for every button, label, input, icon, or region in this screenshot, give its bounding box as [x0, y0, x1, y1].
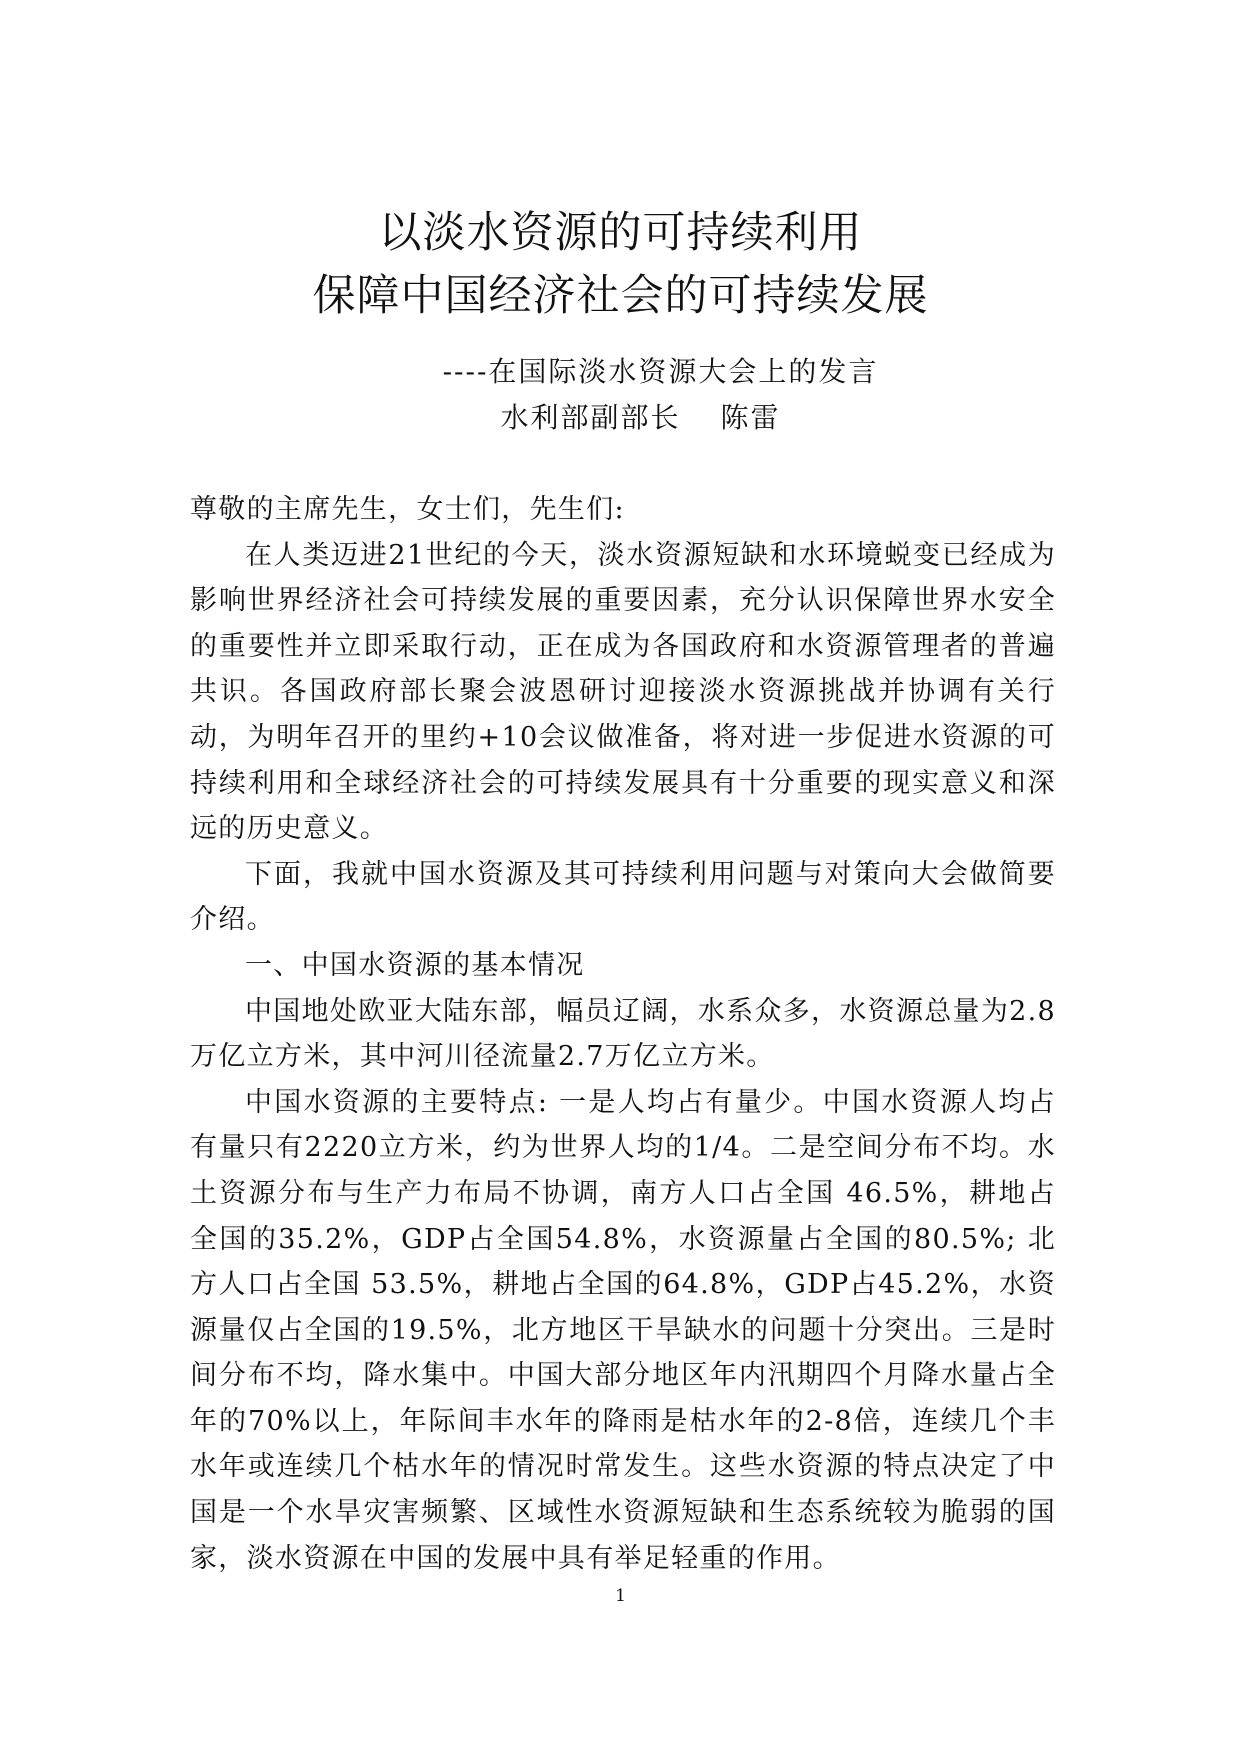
paragraph-geography: 中国地处欧亚大陆东部，幅员辽阔，水系众多，水资源总量为2.8万亿立方米，其中河川径流量2.7万亿立方米。: [190, 995, 1056, 1073]
paragraph-characteristics: 中国水资源的主要特点: 一是人均占有量少。中国水资源人均占有量只有2220立方米，约为世界人均的1/4。二是空间分布不均。水土资源分布与生产力布局不协调，南方人口占全国 46.5%，耕地占全国的35.2%，GDP占全国54.8%，水资源量占全国的80.5%; 北方人口占全国 53.5%，耕地占全国的64.8%，GDP占45.2%，水资源量仅占全国的19.5%，北方地区干旱缺水的问题十分突出。三是时间分布不均，降水集中。中国大部分地区年内汛期四个月降水量占全年的70%以上，年际间丰水年的降雨是枯水年的2-8倍，连续几个丰水年或连续几个枯水年的情况时常发生。这些水资源的特点决定了中国是一个水旱灾害频繁、区域性水资源短缺和生态系统较为脆弱的国家，淡水资源在中国的发展中具有举足轻重的作用。: [190, 1086, 1056, 1574]
document-body: [190, 487, 1056, 1581]
title-line-2: 保障中国经济社会的可持续发展: [312, 271, 929, 321]
author-line: [0, 398, 1241, 438]
paragraph-overview: 下面，我就中国水资源及其可持续利用问题与对策向大会做简要介绍。: [190, 858, 1056, 936]
section-heading: 一、中国水资源的基本情况: [245, 949, 585, 981]
author-name: 陈雷: [720, 401, 781, 434]
title-line-1: 以淡水资源的可持续利用: [378, 208, 863, 258]
author-position: 水利部副部长: [500, 401, 681, 434]
paragraph-intro: 在人类迈进21世纪的今天，淡水资源短缺和水环境蜕变已经成为影响世界经济社会可持续发展的重要因素，充分认识保障世界水安全的重要性并立即采取行动，正在成为各国政府和水资源管理者的普遍共识。各国政府部长聚会波恩研讨迎接淡水资源挑战并协调有关行动，为明年召开的里约+10会议做准备，将对进一步促进水资源的可持续利用和全球经济社会的可持续发展具有十分重要的现实意义和深远的历史意义。: [190, 539, 1056, 845]
salutation: 尊敬的主席先生，女士们，先生们:: [190, 494, 625, 525]
subtitle: ----在国际淡水资源大会上的发言: [442, 355, 879, 388]
page-number: 1: [615, 1586, 626, 1606]
